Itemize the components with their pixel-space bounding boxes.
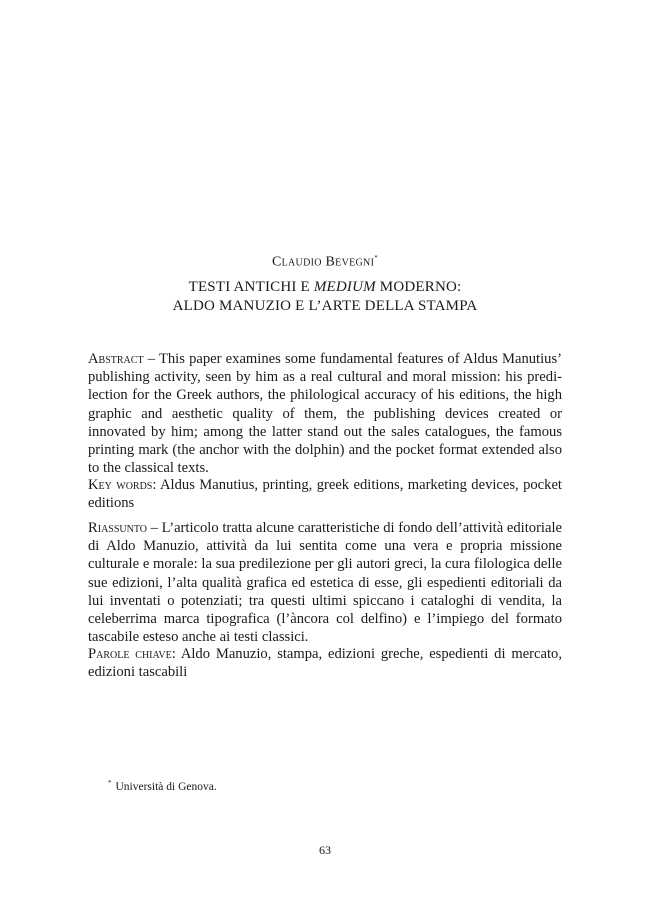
- keywords-paragraph: [88, 476, 562, 512]
- author-name-text: Claudio Bevegni: [271, 254, 375, 270]
- riassunto-text: – L’articolo tratta alcune caratteristiche di fondo dell’attività editoriale di Aldo Manuzio, attività da lui sentita come una vera e propria missione culturale e morale: la sua predilezione per gli autori greci, la cura filologica delle sue edizioni, l’alta qualità grafica ed estetica di esse, gli espedienti editoriali da lui inventati o potenziati; tra questi ultimi spiccano i cataloghi di vendita, la celeberrima marca tipografica (l’àncora col delfino) e l’impiego del formato tascabile esteso anche ai testi classici.: [88, 520, 562, 646]
- parole-chiave-text: : Aldo Manuzio, stampa, edizioni greche, espedienti di mercato, edizioni tascabili: [88, 646, 562, 681]
- parole-chiave-label: Parole chiave: [88, 646, 172, 662]
- riassunto-label: Riassunto: [88, 520, 148, 536]
- footnote: [108, 779, 217, 793]
- title-italic-word: MEDIUM: [313, 279, 376, 295]
- footnote-marker: *: [108, 779, 112, 787]
- parole-chiave-paragraph: [88, 645, 562, 681]
- title-line-2: ALDO MANUZIO E L’ARTE DELLA STAMPA: [172, 298, 478, 314]
- title-line-1: [0, 278, 650, 297]
- article-title: [0, 278, 650, 316]
- abstract-paragraph: [88, 350, 562, 477]
- author-name: [0, 254, 650, 271]
- page-number: 63: [319, 843, 331, 857]
- author-footnote-marker: *: [374, 254, 379, 262]
- keywords-label: Key words: [88, 477, 153, 493]
- keywords-text: : Aldus Manutius, printing, greek editions, marketing devices, pocket editions: [88, 477, 562, 512]
- footnote-text: Università di Genova.: [115, 780, 217, 793]
- title-line-1-pre: TESTI ANTICHI E: [188, 279, 314, 295]
- abstract-label: Abstract: [88, 351, 144, 367]
- abstract-text: – This paper examines some fundamental features of Aldus Manutius’ publishing activity, seen by him as a real cultural and moral mission: his predilection for the Greek authors, the philological accuracy of his editions, the high graphic and aesthetic quality of them, the publishing devices created or innovated by him; among the latter stand out the sales catalogues, the famous printing mark (the anchor with the dolphin) and the pocket format extended also to the classical texts.: [88, 351, 562, 477]
- riassunto-paragraph: [88, 519, 562, 646]
- title-line-1-post: MODERNO:: [375, 279, 462, 295]
